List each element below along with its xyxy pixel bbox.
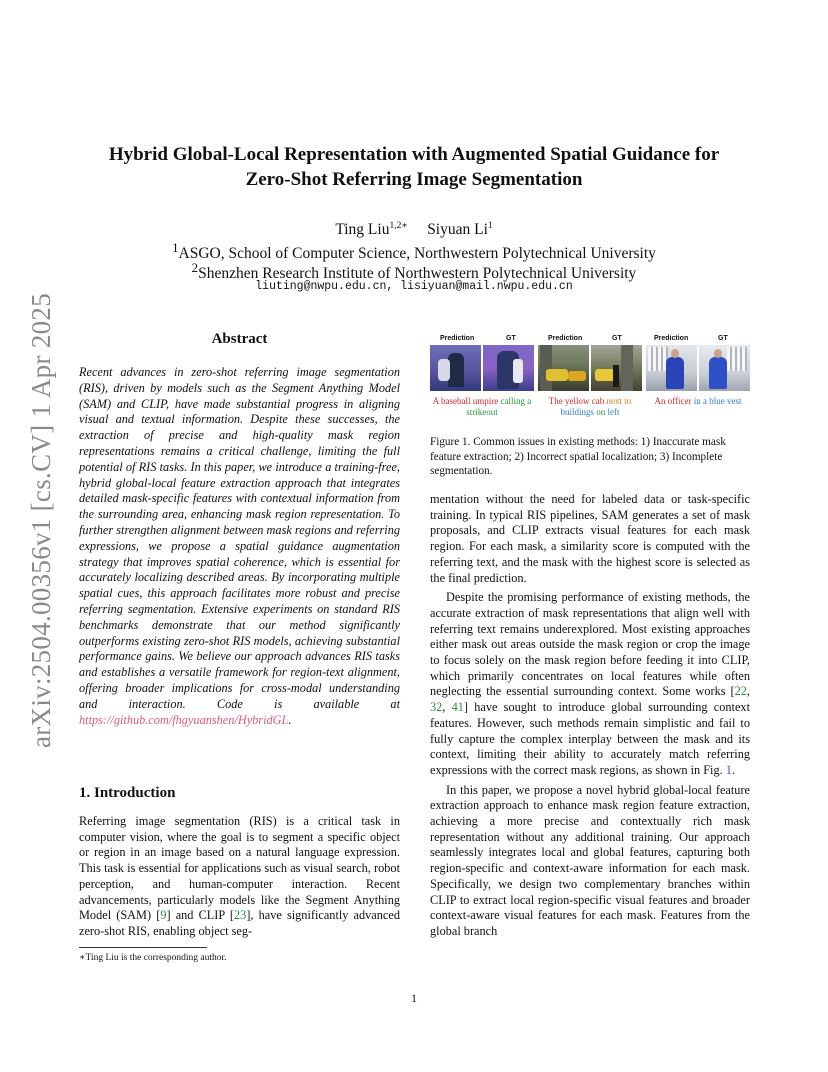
caption-officer: [646, 396, 750, 407]
affiliation-2-text: Shenzhen Research Institute of Northwestern Polytechnical University: [198, 265, 637, 283]
code-link[interactable]: https://github.com/fhgyuanshen/HybridGL: [79, 712, 289, 727]
citation-9[interactable]: 9: [160, 908, 167, 923]
caption-cab-b: next to: [606, 396, 632, 406]
right-paragraph-1: mentation without the need for labeled data or task-specific training. In typical RIS pipelines, SAM generates a set of mask proposals, and CLIP extracts visual features for each mask region. For each mask, a similarity score is computed with the referring text, and the mask with the highest score is selected as the final prediction.: [430, 492, 750, 585]
affiliation-1-sup: 1: [172, 240, 179, 255]
right-paragraph-2: [430, 590, 750, 778]
caption-cab-a: The yellow cab: [548, 396, 607, 406]
right-p2-text-c: .: [731, 762, 735, 777]
label-gt: GT: [506, 335, 516, 342]
footnote-divider: [79, 947, 207, 948]
caption-baseball-c: strikeout: [466, 407, 498, 417]
figure-panel-cab: [538, 334, 642, 418]
arxiv-id-text: arXiv:2504.00356v1 [cs.CV] 1 Apr 2025: [26, 292, 57, 748]
baseball-prediction-image: [430, 345, 481, 391]
author-list: [60, 216, 768, 240]
caption-cab-d: on: [596, 407, 608, 417]
figure-panel-baseball: [430, 334, 534, 418]
intro-text-3: , have significantly advanced zero-shot RIS, enabling object seg-: [79, 908, 400, 938]
figure-1: [430, 334, 750, 419]
section-heading-introduction: 1. Introduction: [79, 785, 176, 801]
caption-baseball-a: A baseball umpire: [432, 396, 501, 406]
affiliation-2-sup: 2: [191, 260, 199, 275]
figure-1-ref[interactable]: 1: [725, 762, 732, 777]
caption-officer-a: An officer: [654, 396, 694, 406]
author-2-sup: 1: [487, 221, 493, 231]
label-gt: GT: [612, 335, 622, 342]
abstract-body: Recent advances in zero-shot referring image segmentation (RIS), driven by models such as the Segment Anything Model (SAM) and CLIP, have made substantial progress in aligning visual and textual information. Despite these successes, the extraction of precise and high-quality mask region representations remains a critical challenge, limiting the full potential of RIS tasks. In this paper, we introduce a training-free, hybrid global-local feature extraction approach that integrates detailed mask-specific features with contextual information from the surrounding area, enhancing mask region representation. To further strengthen alignment between mask regions and referring expressions, we propose a spatial guidance augmentation strategy that improves spatial coherence, which is essential for accurately localizing described areas. By incorporating multiple spatial cues, this approach facilitates more robust and precise referring segmentation. Extensive experiments on standard RIS benchmarks demonstrate that our method significantly outperforms existing zero-shot RIS models, achieving substantial performance gains. We believe our approach advances RIS tasks and establishes a versatile framework for region-text alignment, offering broader implications for cross-modal understanding and interaction. Code is available at: [79, 365, 400, 711]
label-prediction: Prediction: [654, 335, 689, 342]
author-1-sup: 1,2∗: [389, 221, 408, 231]
cab-gt-image: [591, 345, 642, 391]
figure-1-caption: Figure 1. Common issues in existing methods: 1) Inaccurate mask feature extraction; 2) Incorrect spatial localization; 3) Incomplete segmentation.: [430, 436, 726, 477]
citation-32[interactable]: 32: [430, 700, 443, 715]
abstract-text: [79, 365, 400, 728]
author-2: Siyuan Li: [427, 221, 488, 239]
citation-22[interactable]: 22: [734, 684, 747, 699]
paper-title: [60, 142, 768, 192]
caption-cab-c: buildings: [560, 407, 597, 417]
caption-cab: [538, 396, 642, 418]
title-line-2: Zero-Shot Referring Image Segmentation: [245, 169, 583, 190]
figure-panel-officer: [646, 334, 750, 407]
right-p2-text-a: Despite the promising performance of existing methods, the accurate extraction of mask representations that align well with referring text remains underexplored. Most existing approaches either mask out areas outside the mask region or crop the image to focus solely on the mask region before feeding it into CLIP, which primarily concentrates on local features while often neglecting the essential surrounding context. Some works [: [430, 590, 750, 699]
label-gt: GT: [718, 335, 728, 342]
label-prediction: Prediction: [440, 335, 475, 342]
footnote: ∗Ting Liu is the corresponding author.: [79, 953, 227, 963]
caption-officer-b: in a blue vest: [693, 396, 742, 406]
caption-cab-e: left: [607, 407, 620, 417]
abstract-heading: Abstract: [211, 331, 268, 347]
label-prediction: Prediction: [548, 335, 583, 342]
citation-23[interactable]: 23: [234, 908, 247, 923]
officer-gt-image: [699, 345, 750, 391]
introduction-paragraph: Referring image segmentation (RIS) is a critical task in computer vision, where the goal is to segment a specific object or region in an image based on a natural language expression. This task is essential for applications such as visual search, robot perception, and human-computer interaction. Recent advancements, particularly models like the Segment Anything Model (SAM) [9] and CLIP [23], have significantly advanced zero-shot RIS, enabling object seg-: [79, 814, 400, 938]
cite-sep-1: ,: [746, 684, 750, 699]
cite-sep-2: ,: [442, 700, 452, 715]
author-emails: liuting@nwpu.edu.cn, lisiyuan@mail.nwpu.edu.cn: [255, 280, 573, 293]
affiliation-1-text: ASGO, School of Computer Science, Northwestern Polytechnical University: [178, 245, 656, 263]
caption-baseball: [430, 396, 534, 418]
intro-text-2: and CLIP: [170, 908, 230, 923]
officer-prediction-image: [646, 345, 697, 391]
right-p2-text-b: ] have sought to introduce global surrounding context features. However, such methods remain simplistic and fail to fully capture the complex interplay between the mask and its context, limiting their ability to accurately match referring expressions with the correct mask regions, as shown in Fig.: [430, 700, 750, 777]
right-column-text: [430, 492, 750, 940]
citation-41[interactable]: 41: [451, 700, 464, 715]
page-number: 1: [411, 991, 417, 1005]
author-1: Ting Liu: [335, 221, 390, 239]
title-line-1: Hybrid Global-Local Representation with Augmented Spatial Guidance for: [108, 144, 720, 165]
right-paragraph-3: In this paper, we propose a novel hybrid global-local feature extraction approach to enhance mask region feature extraction, achieving a more precise and contextually rich mask representation without any additional training. Our approach seamlessly integrates local and global features, capturing both region-specific and context-aware information for each mask. Specifically, we design two complementary branches within CLIP to extract local region-specific visual features and broader context-aware visual features for each mask. Features from the global branch: [430, 782, 750, 938]
intro-text-1: Referring image segmentation (RIS) is a critical task in computer vision, where the goal is to segment a specific object or region in an image based on a natural language expression. This task is essential for applications such as visual search, robot perception, and human-computer interaction. Recent advancements, particularly models like the Segment Anything Model (SAM): [79, 814, 400, 923]
baseball-gt-image: [483, 345, 534, 391]
arxiv-identifier: [22, 290, 62, 750]
abstract-end: .: [288, 712, 292, 727]
caption-baseball-b: calling a: [500, 396, 532, 406]
cab-prediction-image: [538, 345, 589, 391]
